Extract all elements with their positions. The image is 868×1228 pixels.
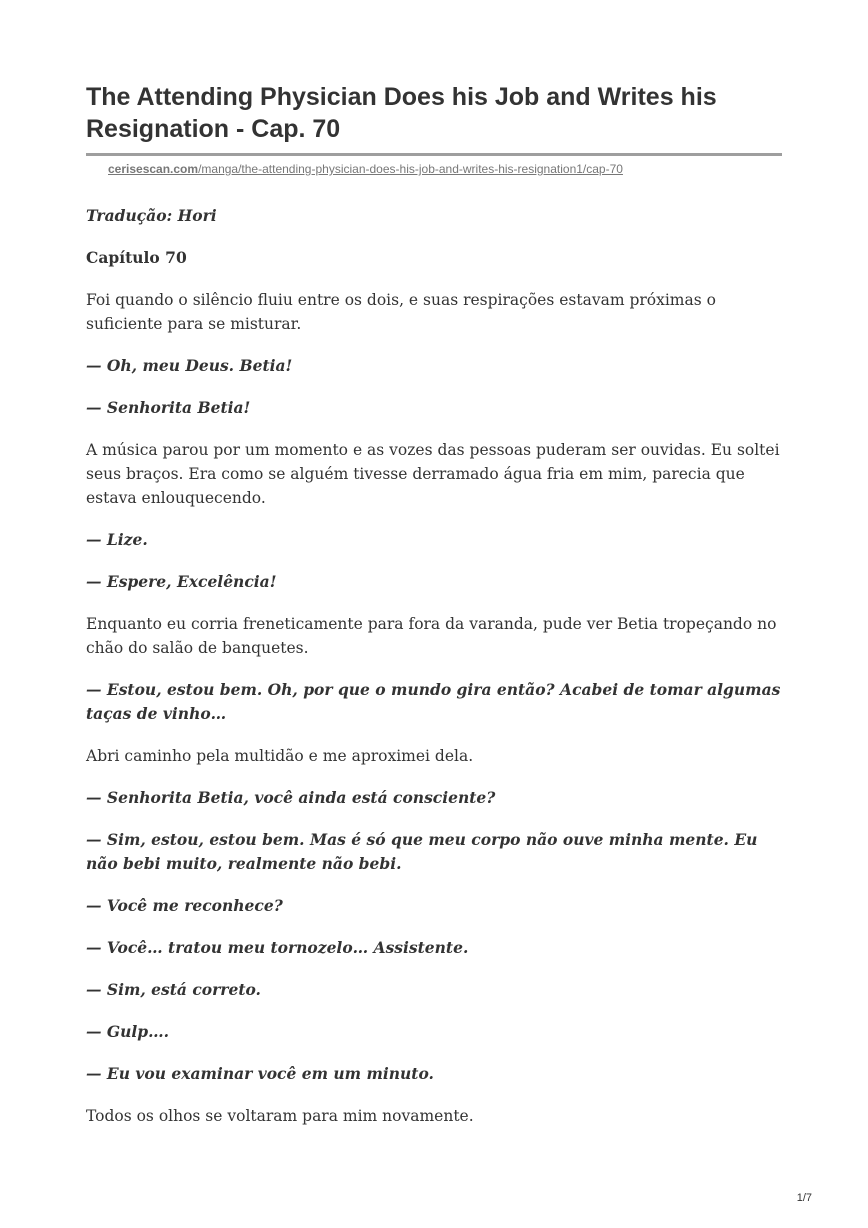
source-link[interactable] (108, 162, 623, 177)
source-path: /manga/the-attending-physician-does-his-job-and-writes-his-resignation1/cap-70 (198, 162, 623, 176)
dialogue-line: — Oh, meu Deus. Betia! (86, 356, 293, 375)
chapter-heading: Capítulo 70 (86, 248, 187, 267)
dialogue-line: — Estou, estou bem. Oh, por que o mundo gira então? Acabei de tomar algumas taças de vinho… (86, 680, 781, 723)
page-indicator: 1/7 (796, 1192, 812, 1204)
paragraph: A música parou por um momento e as vozes das pessoas puderam ser ouvidas. Eu soltei seus braços. Era como se alguém tivesse derramado água fria em mim, parecia que estava enlouquecendo. (86, 441, 780, 507)
dialogue-line: — Senhorita Betia, você ainda está consciente? (86, 788, 496, 807)
paragraph: Abri caminho pela multidão e me aproximei dela. (86, 747, 474, 765)
source-domain: cerisescan.com (108, 162, 199, 176)
translator-credit: Tradução: Hori (86, 206, 217, 225)
dialogue-line: — Você me reconhece? (86, 896, 283, 915)
page-title: The Attending Physician Does his Job and Writes his Resignation - Cap. 70 (86, 83, 717, 143)
paragraph: Foi quando o silêncio fluiu entre os dois, e suas respirações estavam próximas o suficiente para se misturar. (86, 291, 716, 333)
dialogue-line: — Gulp…. (86, 1022, 170, 1041)
title-divider (86, 153, 782, 156)
chapter-body (86, 204, 782, 1146)
paragraph: Todos os olhos se voltaram para mim novamente. (86, 1107, 474, 1125)
dialogue-line: — Lize. (86, 530, 148, 549)
paragraph: Enquanto eu corria freneticamente para fora da varanda, pude ver Betia tropeçando no chão do salão de banquetes. (86, 615, 777, 657)
dialogue-line: — Eu vou examinar você em um minuto. (86, 1064, 434, 1083)
dialogue-line: — Senhorita Betia! (86, 398, 251, 417)
dialogue-line: — Espere, Excelência! (86, 572, 277, 591)
dialogue-line: — Sim, estou, estou bem. Mas é só que meu corpo não ouve minha mente. Eu não bebi muito, realmente não bebi. (86, 830, 758, 873)
dialogue-line: — Sim, está correto. (86, 980, 261, 999)
dialogue-line: — Você… tratou meu tornozelo… Assistente. (86, 938, 469, 957)
